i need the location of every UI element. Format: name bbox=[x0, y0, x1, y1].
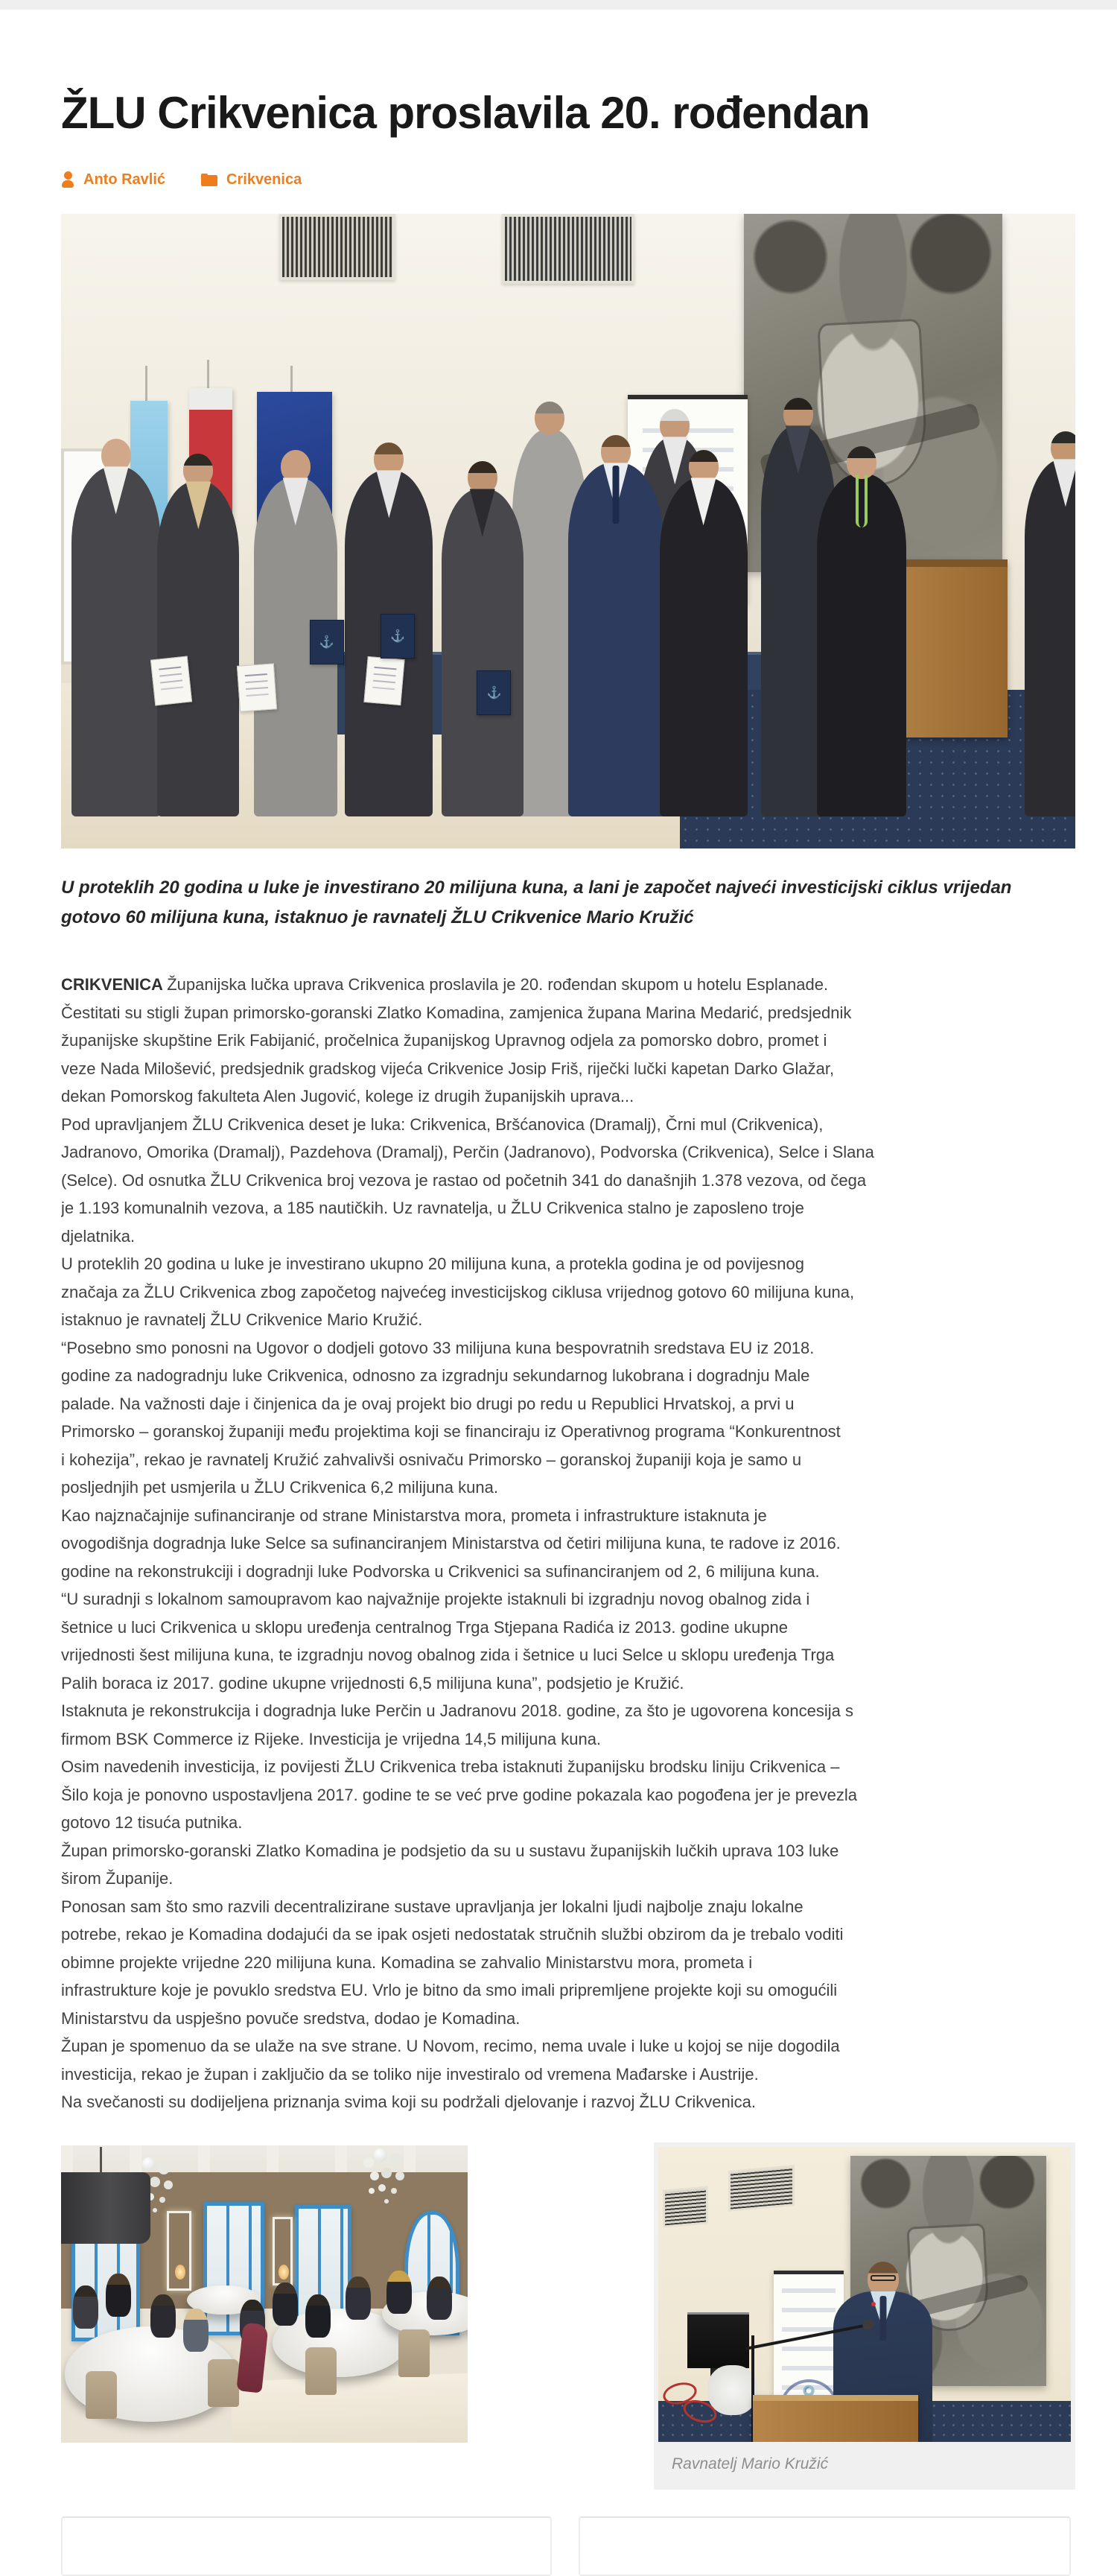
guest bbox=[346, 2277, 371, 2320]
guest bbox=[183, 2309, 209, 2352]
person-figure-mario bbox=[568, 463, 663, 816]
person-icon bbox=[61, 171, 74, 188]
air-vent bbox=[663, 2186, 708, 2229]
body-line: CRIKVENICA Županijska lučka uprava Crikvenica proslavila je 20. rođendan skupom u hotelu Esplanade. bbox=[61, 975, 829, 994]
category-name[interactable]: Crikvenica bbox=[226, 171, 302, 188]
body-line: investicija, rekao je župan i zaključio da se toliko nije investiralo od vremena Mađarske i Austrije. bbox=[61, 2064, 759, 2084]
body-line: je 1.193 komunalnih vezova, a 185 nautičkih. Uz ravnatelja, u ŽLU Crikvenica stalno je zaposleno troje bbox=[61, 1199, 804, 1217]
person-figure bbox=[71, 466, 161, 816]
body-line: i kohezija”, rekao je ravnatelj Kružić zahvalivši osnivaču Primorsko – goranskoj županiji koja je samo u bbox=[61, 1450, 802, 1469]
body-line: Na svečanosti su dodijeljena priznanja svima koji su podržali djelovanje i razvoj ŽLU Crikvenica. bbox=[61, 2093, 756, 2111]
speaker-photo bbox=[658, 2147, 1071, 2442]
dining-photo bbox=[61, 2145, 468, 2443]
chair bbox=[86, 2371, 117, 2419]
person-figure bbox=[660, 478, 748, 816]
glasses-icon bbox=[871, 2275, 896, 2281]
sconce-glow bbox=[279, 2265, 289, 2280]
guest bbox=[427, 2277, 452, 2320]
body-line: potrebe, rekao je Komadina dodajući da se ipak osjeti nedostatak stručnih službi obzirom da je trebalo voditi bbox=[61, 1925, 844, 1944]
certificate bbox=[237, 663, 277, 711]
body-line: djelatnika. bbox=[61, 1226, 136, 1246]
person-figure bbox=[157, 481, 239, 816]
lapel-pin bbox=[871, 2302, 876, 2306]
body-line: Istaknuta je rekonstrukcija i dogradnja luke Perčin u Jadranovu 2018. godine, za što je ugovorena koncesija s bbox=[61, 1701, 853, 1720]
body-line: Ponosan sam što smo razvili decentralizirane sustave upravljanja jer lokalni ljudi najbolje znaju lokalne bbox=[61, 1897, 803, 1916]
blue-folder bbox=[477, 670, 511, 715]
author-link[interactable] bbox=[61, 171, 165, 188]
body-line: U proteklih 20 godina u luke je investirano ukupno 20 milijuna kuna, a protekla godina je od povijesnog bbox=[61, 1254, 804, 1273]
certificate bbox=[363, 656, 404, 705]
chair bbox=[305, 2347, 337, 2395]
related-card[interactable] bbox=[61, 2516, 552, 2576]
author-name[interactable]: Anto Ravlić bbox=[83, 171, 166, 188]
guest bbox=[106, 2274, 131, 2317]
body-line: Osim navedenih investicija, iz povijesti ŽLU Crikvenica treba istaknuti županijsku brodsku liniju Crikvenica – bbox=[61, 1757, 840, 1776]
person-figure-woman bbox=[817, 474, 906, 816]
body-line: Čestitati su stigli župan primorsko-goranski Zlatko Komadina, zamjenica župana Marina Medarić, predsjednik bbox=[61, 1003, 852, 1022]
body-line: firmom BSK Commerce iz Rijeke. Investicija je vrijedna 14,5 milijuna kuna. bbox=[61, 1729, 602, 1748]
blue-folder bbox=[310, 620, 344, 664]
chair bbox=[398, 2329, 430, 2377]
body-line: Palih boraca iz 2017. godine ukupne vrijednosti 6,5 milijuna kuna”, podsjetio je Kružić. bbox=[61, 1673, 684, 1693]
body-line: godine na rekonstrukciji i dogradnji luke Podvorska u Crikvenici sa sufinanciranjem od 2, 6 milijuna kuna. bbox=[61, 1561, 820, 1581]
body-line: Primorsko – goranskoj županiji među projektima koji se financiraju iz Operativnog programa “Konkurentnost bbox=[61, 1422, 841, 1441]
related-cards bbox=[61, 2516, 1072, 2576]
body-line: vrijednosti šest milijuna kuna, te izgradnju novog obalnog zida i šetnice u luci Selce u sklopu uređenja Trga bbox=[61, 1646, 835, 1664]
body-line: Župan primorsko-goranski Zlatko Komadina je podsjetio da su u sustavu županijskih lučkih uprava 103 luke bbox=[61, 1841, 839, 1860]
certificate bbox=[150, 656, 191, 706]
person-figure bbox=[1025, 459, 1075, 816]
chair bbox=[208, 2359, 239, 2407]
body-line: Župan je spomenuo da se ulaže na sve strane. U Novom, recimo, nema uvale i luke u kojoj se nije dogodila bbox=[61, 2037, 840, 2055]
blue-folder bbox=[381, 614, 415, 659]
body-line: gotovo 12 tisuća putnika. bbox=[61, 1813, 243, 1832]
body-line: posljednjih pet usmjerila u ŽLU Crikvenica 6,2 milijuna kuna. bbox=[61, 1478, 498, 1497]
related-card[interactable] bbox=[579, 2516, 1071, 2576]
dateline: CRIKVENICA bbox=[61, 975, 168, 994]
body-line: “U suradnji s lokalnom samoupravom kao najvažnije projekte istaknuli bi izgradnju novog obalnog zida i bbox=[61, 1590, 810, 1608]
air-vent bbox=[279, 214, 396, 280]
guest bbox=[305, 2294, 331, 2338]
hero-photo bbox=[61, 214, 1075, 848]
air-vent bbox=[502, 214, 634, 284]
drum-lamp bbox=[61, 2172, 150, 2244]
body-line: šetnice u luci Crikvenica u sklopu uređenja centralnog Trga Stjepana Radića iz 2013. godine ukupne bbox=[61, 1617, 788, 1637]
category-link[interactable] bbox=[201, 171, 302, 188]
body-line: istaknuo je ravnatelj ŽLU Crikvenice Mario Kružić. bbox=[61, 1310, 423, 1329]
white-cloth bbox=[707, 2365, 757, 2415]
speaker-amp bbox=[687, 2312, 749, 2368]
body-line: Kao najznačajnije sufinanciranje od strane Ministarstva mora, prometa i infrastrukture istaknuta je bbox=[61, 1506, 767, 1525]
body-line: širom Županije. bbox=[61, 1869, 174, 1888]
body-line: obimne projekte vrijedne 220 milijuna kuna. Komadina se zahvalio Ministarstvu mora, prometa i bbox=[61, 1952, 753, 1972]
folder-icon bbox=[201, 174, 217, 186]
body-line: dekan Pomorskog fakulteta Alen Jugović, kolege iz drugih županijskih uprava... bbox=[61, 1087, 634, 1105]
post-meta bbox=[61, 170, 1075, 189]
body-line: Šilo koja je ponovno uspostavljena 2017. godine te se već prve godine pokazala kao pogođena jer je prevezla bbox=[61, 1785, 857, 1804]
guest bbox=[273, 2282, 298, 2326]
body-line: Ministarstvu da uspješno povuče sredstva, dodao je Komadina. bbox=[61, 2008, 521, 2028]
body-line: godine za nadogradnju luke Crikvenica, odnosno za izgradnju sekundarnog lukobrana i dogradnju Male bbox=[61, 1366, 810, 1385]
sconce-glow bbox=[175, 2265, 185, 2280]
guest bbox=[73, 2285, 98, 2329]
body-line: Pod upravljanjem ŽLU Crikvenica deset je luka: Crikvenica, Bršćanovica (Dramalj), Črni mul (Crikvenica), bbox=[61, 1114, 824, 1134]
tie bbox=[879, 2296, 886, 2341]
body-line: značaja za ŽLU Crikvenica zbog započetog najvećeg investicijskog ciklusa vrijednog gotovo 60 milijuna kuna, bbox=[61, 1282, 855, 1301]
article-lead: U proteklih 20 godina u luke je investirano 20 milijuna kuna, a lani je započet najveći investicijski ciklus vrijedan gotovo 60 milijuna kuna, istaknuo je ravnatelj ŽLU Crikvenice Mario Kružić bbox=[61, 878, 1012, 927]
body-line: infrastrukture koje je povuklo sredstva EU. Vrlo je bitno da smo imali pripremljene projekte koji su omogućili bbox=[61, 1981, 838, 1999]
article-body bbox=[61, 971, 1075, 2116]
photo-row bbox=[61, 2142, 1075, 2490]
person-figure bbox=[442, 489, 524, 816]
body-line: “Posebno smo ponosni na Ugovor o dodjeli gotovo 33 milijuna kuna bespovratnih sredstava EU iz 2018. bbox=[61, 1338, 815, 1357]
ceiling-beams bbox=[61, 2145, 468, 2172]
body-line: ovogodišnja dogradnja luke Selce sa sufinanciranjem Ministarstva od četiri milijuna kuna, te radove iz 2016. bbox=[61, 1534, 841, 1552]
browser-top-strip bbox=[0, 0, 1117, 10]
body-line: palade. Na važnosti daje i činjenica da je ovaj projekt bio drugi po redu u Republici Hrvatskoj, a prvi u bbox=[61, 1394, 795, 1413]
guest bbox=[386, 2271, 412, 2314]
captioned-figure bbox=[654, 2142, 1075, 2490]
article-content bbox=[61, 84, 1075, 2576]
guest bbox=[150, 2294, 176, 2338]
body-line: (Selce). Od osnutka ŽLU Crikvenica broj vezova je rastao od početnih 341 do današnjih 1.378 vezova, od čega bbox=[61, 1170, 867, 1190]
body-line: županijske skupštine Erik Fabijanić, pročelnica županijskog Upravnog odjela za pomorsko dobro, promet i bbox=[61, 1031, 827, 1050]
page-title: ŽLU Crikvenica proslavila 20. rođendan bbox=[61, 88, 870, 138]
dining-floor bbox=[231, 2373, 468, 2443]
wooden-lectern bbox=[753, 2395, 918, 2442]
photo-caption: Ravnatelj Mario Kružić bbox=[672, 2455, 829, 2472]
body-line: Jadranovo, Omorika (Dramalj), Pazdehova (Dramalj), Perčin (Jadranovo), Podvorska (Crikvenica), Selce i Slana bbox=[61, 1143, 874, 1161]
air-vent bbox=[728, 2165, 795, 2212]
body-line: veze Nada Milošević, predsjednik gradskog vijeća Crikvenice Josip Friš, riječki lučki kapetan Darko Glažar, bbox=[61, 1059, 835, 1078]
